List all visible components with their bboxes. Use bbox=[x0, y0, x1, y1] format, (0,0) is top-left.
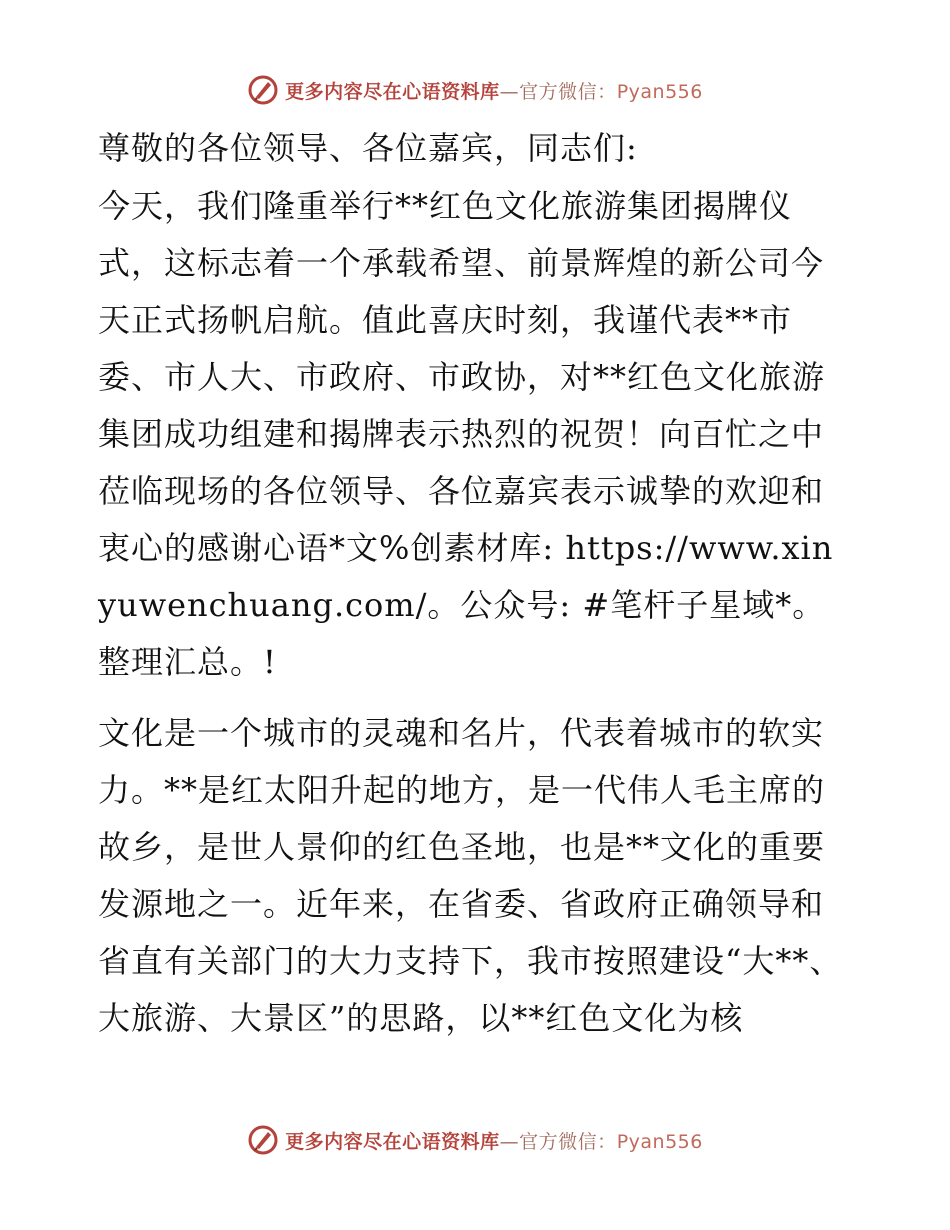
footer-watermark-banner bbox=[0, 1120, 950, 1160]
header-banner-text bbox=[285, 77, 703, 104]
footer-site-text: 更多内容尽在心语资料库 bbox=[285, 1130, 500, 1153]
header-wechat-id: Pyan556 bbox=[616, 80, 703, 103]
paragraph-opening: 今天，我们隆重举行**红色文化旅游集团揭牌仪式，这标志着一个承载希望、前景辉煌的新公司今天正式扬帆启航。值此喜庆时刻，我谨代表**市委、市人大、市政府、市政协，对**红色文化旅游集团成功组建和揭牌表示热烈的祝贺！向百忙之中莅临现场的各位领导、各位嘉宾表示诚挚的欢迎和衷心的感谢心语*文%创素材库: https://www.xinyuwenchuang.com/。公众号: #笔杆子星域*。整理汇总。! bbox=[98, 187, 834, 681]
paragraph-culture: 文化是一个城市的灵魂和名片，代表着城市的软实力。**是红太阳升起的地方，是一代伟人毛主席的故乡，是世人景仰的红色圣地，也是**文化的重要发源地之一。近年来，在省委、省政府正确领导和省直有关部门的大力支持下，我市按照建设“大**、大旅游、大景区”的思路，以**红色文化为核 bbox=[98, 714, 843, 1037]
header-wechat-label: 官方微信： bbox=[519, 80, 617, 103]
header-watermark-banner bbox=[0, 70, 950, 110]
footer-separator: — bbox=[499, 1130, 520, 1153]
greeting-line: 尊敬的各位领导、各位嘉宾，同志们: bbox=[98, 129, 638, 167]
quill-logo-icon bbox=[247, 74, 279, 106]
footer-banner-text bbox=[285, 1127, 703, 1154]
quill-logo-icon bbox=[247, 1124, 279, 1156]
header-site-text: 更多内容尽在心语资料库 bbox=[285, 80, 500, 103]
footer-wechat-label: 官方微信： bbox=[519, 1130, 617, 1153]
header-separator: — bbox=[499, 80, 520, 103]
document-body bbox=[98, 120, 850, 1047]
footer-wechat-id: Pyan556 bbox=[616, 1130, 703, 1153]
